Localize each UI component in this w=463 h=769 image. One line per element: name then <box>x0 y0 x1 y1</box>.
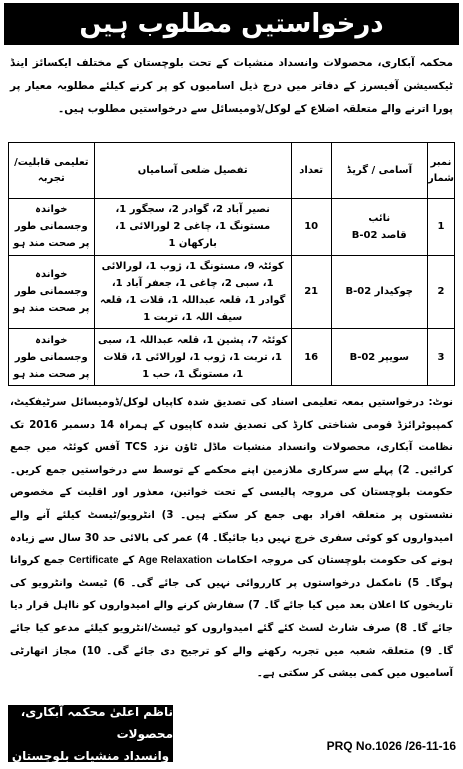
table-row <box>9 329 455 386</box>
cell-qualification: خواندہ وجسمانی طور پر صحت مند ہو <box>9 329 95 386</box>
header-post: آسامی / گریڈ <box>331 143 427 199</box>
notes-part-3: جمع کروانا ہوگا۔ 5) نامکمل درخواستوں پر کارروائی نہیں کی جائے گی۔ 6) ٹیسٹ وانٹرویو کی تاریخوں کا اعلان بعد میں کیا جائے گا۔ 7) سفارش کرنے والے امیدواروں کو نااہل قرار دیا جائے گا۔ 8) صرف شارٹ لسٹ کئے گئے امیدواروں کو ٹیسٹ/انٹرویو کیلئے مدعو کیا جائے گا۔ 9) متعلقہ شعبہ میں تجربہ رکھنے والے کو ترجیح دی جائے گی۔ 10) مجاز اتھارٹی آسامیوں میں کمی بیشی کر سکتی ہے۔ <box>10 555 453 680</box>
table-row <box>9 255 455 329</box>
cell-serial: 2 <box>427 255 454 329</box>
cell-qualification: خواندہ وجسمانی طور پر صحت مند ہو <box>9 255 95 329</box>
cell-qualification: خواندہ وجسمانی طور پر صحت مند ہو <box>9 199 95 256</box>
header-banner <box>4 3 459 45</box>
posts-table <box>8 142 455 386</box>
certificate-label: Certificate <box>68 555 119 567</box>
notes-paragraph <box>10 392 453 686</box>
post-title: سویپر B-02 <box>349 351 409 363</box>
post-grade: قاصد B-02 <box>351 229 407 241</box>
header-qualification: تعلیمی قابلیت/ تجربہ <box>9 143 95 199</box>
cell-details: نصیر آباد 2، گوادر 2، سجگور 1، مستونگ 1، چاغی 2 لورالائی 1، بارکھان 1 <box>94 199 291 256</box>
issuer-line-1: ناظم اعلیٰ محکمہ آبکاری، محصولات <box>20 704 173 741</box>
cell-post <box>331 255 427 329</box>
prq-number: PRQ No.1026 /26-11-16 <box>326 739 456 753</box>
issuer-line-2: وانسداد منشیات بلوچستان <box>11 748 170 763</box>
cell-count: 16 <box>291 329 331 386</box>
header-count: تعداد <box>291 143 331 199</box>
notes-part-2: کے <box>122 555 135 567</box>
age-relaxation-label: Age Relaxation <box>138 555 213 567</box>
header-serial: نمبر شمار <box>427 143 454 199</box>
post-title: چوکیدار B-02 <box>345 286 414 298</box>
header-details: تفصیل ضلعی آسامیاں <box>94 143 291 199</box>
table-header-row <box>9 143 455 199</box>
notes-part-1: نوٹ: درخواستیں بمعہ تعلیمی اسناد کی تصدیق شدہ کاپیاں لوکل/ڈومیسائل سرٹیفکیٹ، کمپیوٹرائزڈ قومی شناختی کارڈ کی تصدیق شدہ کاپیوں کے ہمراہ 14 دسمبر 2016 تک نظامت آبکاری، محصولات وانسداد منشیات ماڈل ٹاؤن نزد TCS آفس کوئٹہ میں جمع کرائیں۔ 2) پہلے سے سرکاری ملازمین اپنے محکمے کے توسط سے درخواستیں جمع کریں۔ حکومت بلوچستان کی مروجہ پالیسی کے تحت خواتین، معذور اور اقلیت کے مخصوص نشستوں پر متعلقہ افراد بھی جمع کر سکتے ہیں۔ 3) انٹرویو/ٹیسٹ کیلئے آنے والے امیدواروں کو کوئی سفری خرچ نہیں دیا جائیگا۔ 4) عمر کی بالائی حد 30 سال سے زیادہ ہونے کی حکومت بلوچستان کی مروجہ احکامات <box>10 397 454 567</box>
post-title: نائب <box>368 212 391 224</box>
cell-post <box>331 329 427 386</box>
cell-count: 10 <box>291 199 331 256</box>
cell-details: کوئٹہ 9، مستونگ 1، ژوب 1، لورالائی 1، سبی 2، چاغی 1، جعفر آباد 1، گوادر 1، قلعہ عبداللہ 1، قلات 1، قلعہ سیف اللہ 1، تربت 1 <box>94 255 291 329</box>
cell-serial: 3 <box>427 329 454 386</box>
table-row <box>9 199 455 256</box>
cell-details: کوئٹہ 7، پشین 1، قلعہ عبداللہ 1، سبی 1، تربت 1، ژوب 1، لورالائی 1، قلات 1، مستونگ 1، حب 1 <box>94 329 291 386</box>
cell-count: 21 <box>291 255 331 329</box>
issuer-box <box>8 705 173 762</box>
page-title: درخواستیں مطلوب ہیں <box>79 9 384 39</box>
cell-post <box>331 199 427 256</box>
cell-serial: 1 <box>427 199 454 256</box>
intro-paragraph: محکمہ آبکاری، محصولات وانسداد منشیات کے تحت بلوچستان کے مختلف ایکسائز اینڈ ٹیکسیشن آفیسرز کے دفاتر میں درج ذیل اسامیوں کو پر کرنے کیلئے مطلوبہ معیار پر پورا اترنے والے متعلقہ اضلاع کے لوکل/ڈومیسائل سے درخواستیں مطلوب ہیں۔ <box>10 57 453 115</box>
